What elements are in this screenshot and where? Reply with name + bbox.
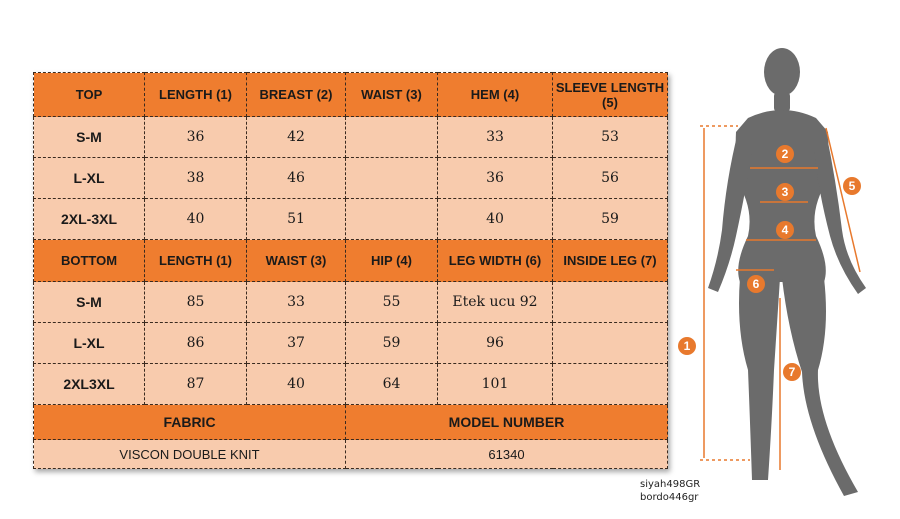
value-cell: 55: [346, 282, 438, 323]
header-cell: HEM (4): [438, 73, 553, 117]
marker-5-label: 5: [848, 179, 856, 193]
fabric-value: VISCON DOUBLE KNIT: [34, 440, 346, 469]
size-cell: 2XL-3XL: [34, 199, 145, 240]
table-row: [34, 364, 668, 405]
model-number-value: 61340: [346, 440, 668, 469]
value-cell: 42: [247, 117, 346, 158]
value-cell: [553, 282, 668, 323]
value-cell: 40: [145, 199, 247, 240]
header-cell: LENGTH (1): [145, 73, 247, 117]
female-silhouette: [708, 48, 866, 496]
header-cell: SLEEVE LENGTH (5): [553, 73, 668, 117]
table-row: [34, 158, 668, 199]
color-code-line: bordo446gr: [640, 492, 699, 503]
table-row: [34, 323, 668, 364]
size-cell: S-M: [34, 282, 145, 323]
value-cell: 96: [438, 323, 553, 364]
value-cell: 51: [247, 199, 346, 240]
value-cell: 53: [553, 117, 668, 158]
value-cell: 64: [346, 364, 438, 405]
header-cell: BOTTOM: [34, 240, 145, 282]
size-cell: 2XL3XL: [34, 364, 145, 405]
value-cell: 85: [145, 282, 247, 323]
value-cell: Etek ucu 92: [438, 282, 553, 323]
table-row: [34, 199, 668, 240]
header-cell: LENGTH (1): [145, 240, 247, 282]
marker-3-label: 3: [781, 185, 789, 199]
color-codes: [640, 478, 700, 504]
value-cell: 36: [145, 117, 247, 158]
table-row: [34, 117, 668, 158]
color-code-line: siyah498GR: [640, 479, 701, 490]
value-cell: 101: [438, 364, 553, 405]
value-cell: 37: [247, 323, 346, 364]
header-cell: LEG WIDTH (6): [438, 240, 553, 282]
header-cell: INSIDE LEG (7): [553, 240, 668, 282]
header-cell: WAIST (3): [247, 240, 346, 282]
marker-1-label: 1: [683, 339, 691, 353]
size-cell: L-XL: [34, 323, 145, 364]
value-cell: 46: [247, 158, 346, 199]
value-cell: 36: [438, 158, 553, 199]
value-cell: 38: [145, 158, 247, 199]
marker-6-label: 6: [752, 277, 760, 291]
size-chart-table: [33, 72, 668, 469]
value-cell: 40: [247, 364, 346, 405]
value-cell: 56: [553, 158, 668, 199]
value-cell: [553, 323, 668, 364]
value-cell: [346, 117, 438, 158]
fabric-value-row: [34, 440, 668, 469]
value-cell: 86: [145, 323, 247, 364]
fabric-header-row: [34, 405, 668, 440]
value-cell: 87: [145, 364, 247, 405]
value-cell: [346, 158, 438, 199]
top-header-row: [34, 73, 668, 117]
header-cell: WAIST (3): [346, 73, 438, 117]
marker-2-label: 2: [781, 147, 789, 161]
header-cell: TOP: [34, 73, 145, 117]
value-cell: 59: [346, 323, 438, 364]
value-cell: 40: [438, 199, 553, 240]
body-measurement-figure: [683, 40, 900, 510]
model-number-label: MODEL NUMBER: [346, 405, 668, 440]
size-cell: S-M: [34, 117, 145, 158]
header-cell: HIP (4): [346, 240, 438, 282]
fabric-label: FABRIC: [34, 405, 346, 440]
bottom-header-row: [34, 240, 668, 282]
marker-7-label: 7: [788, 365, 796, 379]
value-cell: 59: [553, 199, 668, 240]
value-cell: [553, 364, 668, 405]
value-cell: [346, 199, 438, 240]
table-row: [34, 282, 668, 323]
size-cell: L-XL: [34, 158, 145, 199]
value-cell: 33: [247, 282, 346, 323]
header-cell: BREAST (2): [247, 73, 346, 117]
value-cell: 33: [438, 117, 553, 158]
marker-4-label: 4: [781, 223, 789, 237]
